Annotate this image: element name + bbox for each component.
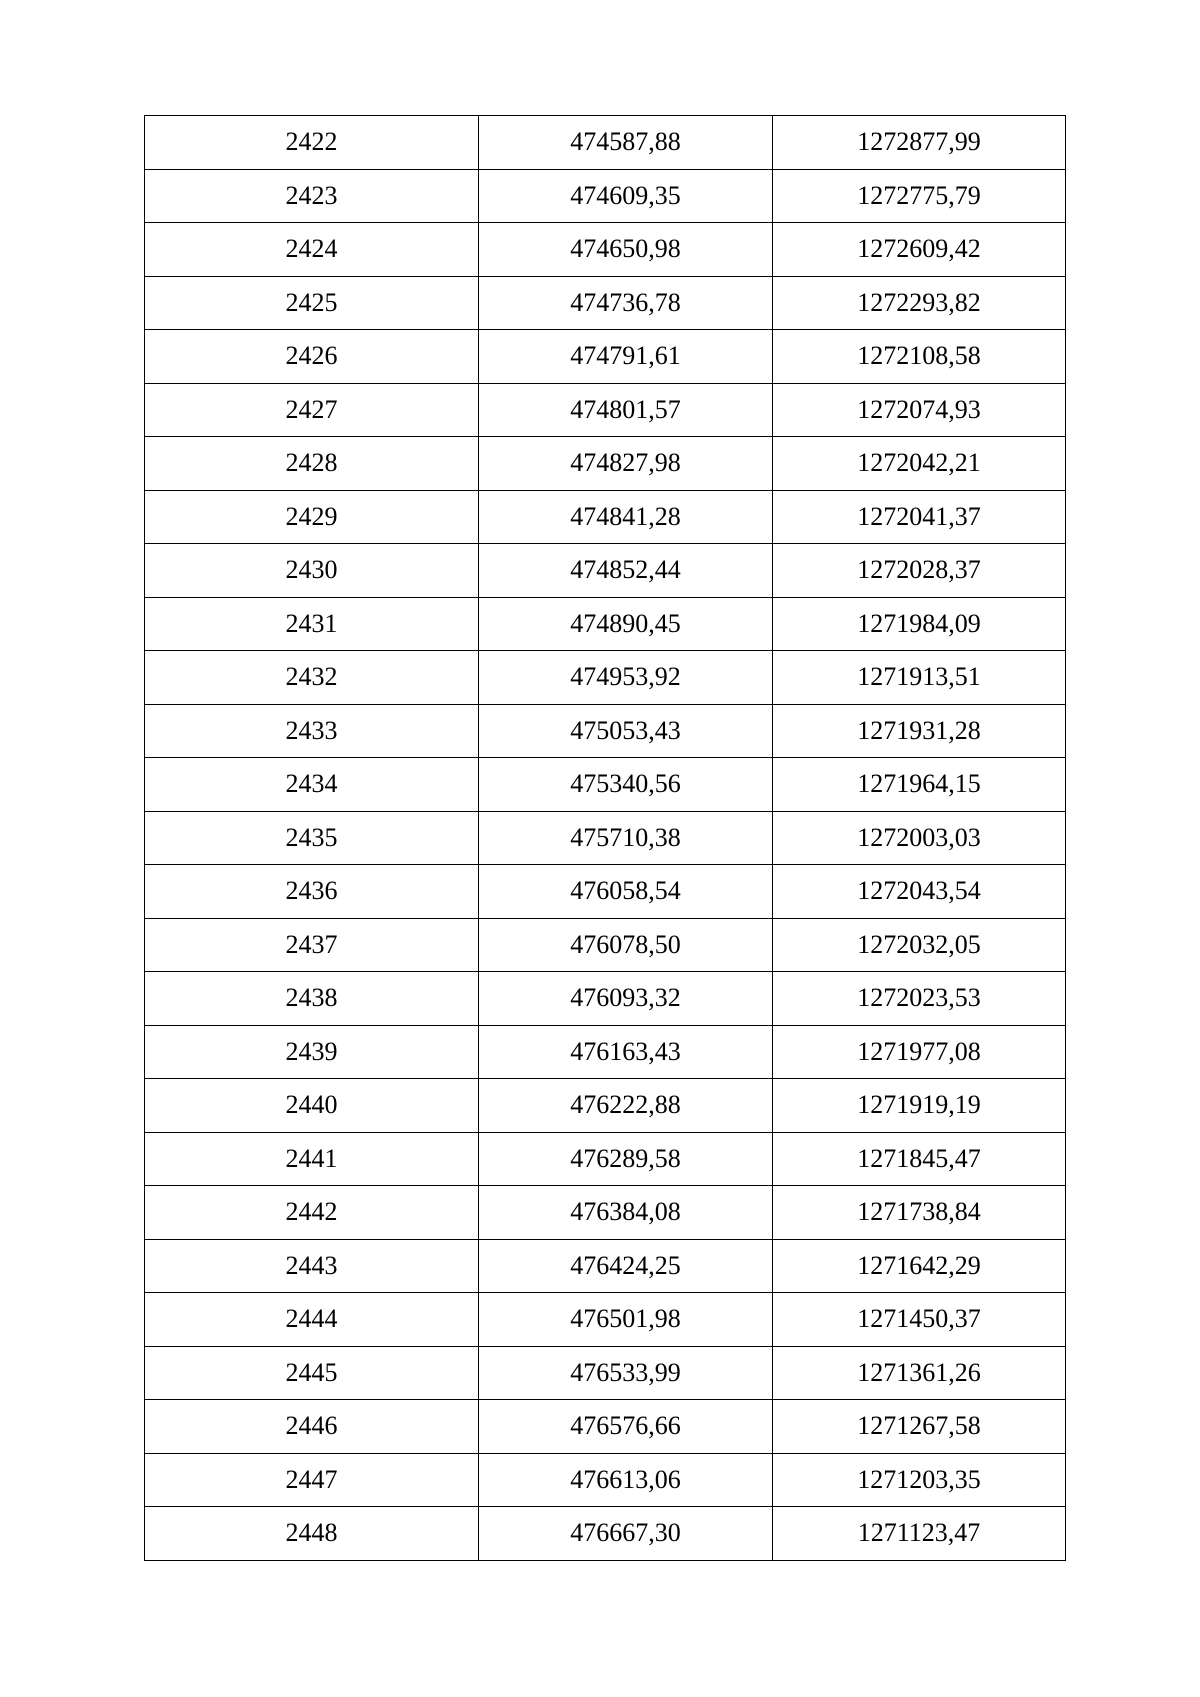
coordinates-table-body: [145, 116, 1066, 1561]
table-row: [145, 918, 1066, 972]
y-coordinate-cell: 1272041,37: [773, 490, 1066, 544]
x-coordinate-cell: 476667,30: [479, 1507, 773, 1561]
y-coordinate-cell: 1271642,29: [773, 1239, 1066, 1293]
point-number-cell: 2440: [145, 1079, 479, 1133]
x-coordinate-cell: 476078,50: [479, 918, 773, 972]
x-coordinate-cell: 474890,45: [479, 597, 773, 651]
table-row: [145, 544, 1066, 598]
y-coordinate-cell: 1272074,93: [773, 383, 1066, 437]
point-number-cell: 2448: [145, 1507, 479, 1561]
x-coordinate-cell: 476501,98: [479, 1293, 773, 1347]
point-number-cell: 2446: [145, 1400, 479, 1454]
point-number-cell: 2424: [145, 223, 479, 277]
table-row: [145, 1186, 1066, 1240]
y-coordinate-cell: 1271361,26: [773, 1346, 1066, 1400]
x-coordinate-cell: 474791,61: [479, 330, 773, 384]
point-number-cell: 2433: [145, 704, 479, 758]
table-row: [145, 704, 1066, 758]
table-row: [145, 116, 1066, 170]
y-coordinate-cell: 1272042,21: [773, 437, 1066, 491]
x-coordinate-cell: 476289,58: [479, 1132, 773, 1186]
x-coordinate-cell: 474650,98: [479, 223, 773, 277]
table-row: [145, 811, 1066, 865]
table-row: [145, 490, 1066, 544]
table-row: [145, 383, 1066, 437]
table-row: [145, 1507, 1066, 1561]
point-number-cell: 2445: [145, 1346, 479, 1400]
point-number-cell: 2428: [145, 437, 479, 491]
x-coordinate-cell: 475053,43: [479, 704, 773, 758]
x-coordinate-cell: 475710,38: [479, 811, 773, 865]
table-row: [145, 865, 1066, 919]
y-coordinate-cell: 1271267,58: [773, 1400, 1066, 1454]
table-row: [145, 1346, 1066, 1400]
x-coordinate-cell: 474827,98: [479, 437, 773, 491]
x-coordinate-cell: 476222,88: [479, 1079, 773, 1133]
y-coordinate-cell: 1272775,79: [773, 169, 1066, 223]
point-number-cell: 2436: [145, 865, 479, 919]
point-number-cell: 2443: [145, 1239, 479, 1293]
x-coordinate-cell: 474841,28: [479, 490, 773, 544]
x-coordinate-cell: 474852,44: [479, 544, 773, 598]
point-number-cell: 2427: [145, 383, 479, 437]
y-coordinate-cell: 1271738,84: [773, 1186, 1066, 1240]
y-coordinate-cell: 1272293,82: [773, 276, 1066, 330]
point-number-cell: 2432: [145, 651, 479, 705]
point-number-cell: 2444: [145, 1293, 479, 1347]
table-row: [145, 1079, 1066, 1133]
x-coordinate-cell: 476424,25: [479, 1239, 773, 1293]
table-row: [145, 972, 1066, 1026]
x-coordinate-cell: 476576,66: [479, 1400, 773, 1454]
point-number-cell: 2441: [145, 1132, 479, 1186]
point-number-cell: 2426: [145, 330, 479, 384]
table-row: [145, 330, 1066, 384]
y-coordinate-cell: 1271984,09: [773, 597, 1066, 651]
x-coordinate-cell: 474609,35: [479, 169, 773, 223]
y-coordinate-cell: 1271123,47: [773, 1507, 1066, 1561]
point-number-cell: 2442: [145, 1186, 479, 1240]
table-row: [145, 1453, 1066, 1507]
y-coordinate-cell: 1272609,42: [773, 223, 1066, 277]
y-coordinate-cell: 1272877,99: [773, 116, 1066, 170]
y-coordinate-cell: 1272032,05: [773, 918, 1066, 972]
x-coordinate-cell: 476163,43: [479, 1025, 773, 1079]
point-number-cell: 2435: [145, 811, 479, 865]
y-coordinate-cell: 1271203,35: [773, 1453, 1066, 1507]
y-coordinate-cell: 1271931,28: [773, 704, 1066, 758]
point-number-cell: 2423: [145, 169, 479, 223]
y-coordinate-cell: 1272043,54: [773, 865, 1066, 919]
table-row: [145, 597, 1066, 651]
point-number-cell: 2430: [145, 544, 479, 598]
table-row: [145, 1239, 1066, 1293]
x-coordinate-cell: 476613,06: [479, 1453, 773, 1507]
x-coordinate-cell: 474801,57: [479, 383, 773, 437]
x-coordinate-cell: 474953,92: [479, 651, 773, 705]
point-number-cell: 2429: [145, 490, 479, 544]
x-coordinate-cell: 476093,32: [479, 972, 773, 1026]
table-row: [145, 1025, 1066, 1079]
y-coordinate-cell: 1271450,37: [773, 1293, 1066, 1347]
table-row: [145, 276, 1066, 330]
table-row: [145, 437, 1066, 491]
y-coordinate-cell: 1272028,37: [773, 544, 1066, 598]
x-coordinate-cell: 474736,78: [479, 276, 773, 330]
table-row: [145, 1400, 1066, 1454]
point-number-cell: 2431: [145, 597, 479, 651]
y-coordinate-cell: 1271964,15: [773, 758, 1066, 812]
x-coordinate-cell: 476384,08: [479, 1186, 773, 1240]
y-coordinate-cell: 1271845,47: [773, 1132, 1066, 1186]
y-coordinate-cell: 1272003,03: [773, 811, 1066, 865]
point-number-cell: 2422: [145, 116, 479, 170]
point-number-cell: 2434: [145, 758, 479, 812]
table-row: [145, 651, 1066, 705]
y-coordinate-cell: 1271913,51: [773, 651, 1066, 705]
x-coordinate-cell: 475340,56: [479, 758, 773, 812]
table-row: [145, 169, 1066, 223]
y-coordinate-cell: 1271919,19: [773, 1079, 1066, 1133]
coordinates-table: [144, 115, 1066, 1561]
x-coordinate-cell: 476533,99: [479, 1346, 773, 1400]
x-coordinate-cell: 476058,54: [479, 865, 773, 919]
y-coordinate-cell: 1272023,53: [773, 972, 1066, 1026]
x-coordinate-cell: 474587,88: [479, 116, 773, 170]
point-number-cell: 2447: [145, 1453, 479, 1507]
y-coordinate-cell: 1272108,58: [773, 330, 1066, 384]
table-row: [145, 1132, 1066, 1186]
table-row: [145, 223, 1066, 277]
table-row: [145, 758, 1066, 812]
point-number-cell: 2439: [145, 1025, 479, 1079]
point-number-cell: 2438: [145, 972, 479, 1026]
point-number-cell: 2437: [145, 918, 479, 972]
y-coordinate-cell: 1271977,08: [773, 1025, 1066, 1079]
table-row: [145, 1293, 1066, 1347]
point-number-cell: 2425: [145, 276, 479, 330]
